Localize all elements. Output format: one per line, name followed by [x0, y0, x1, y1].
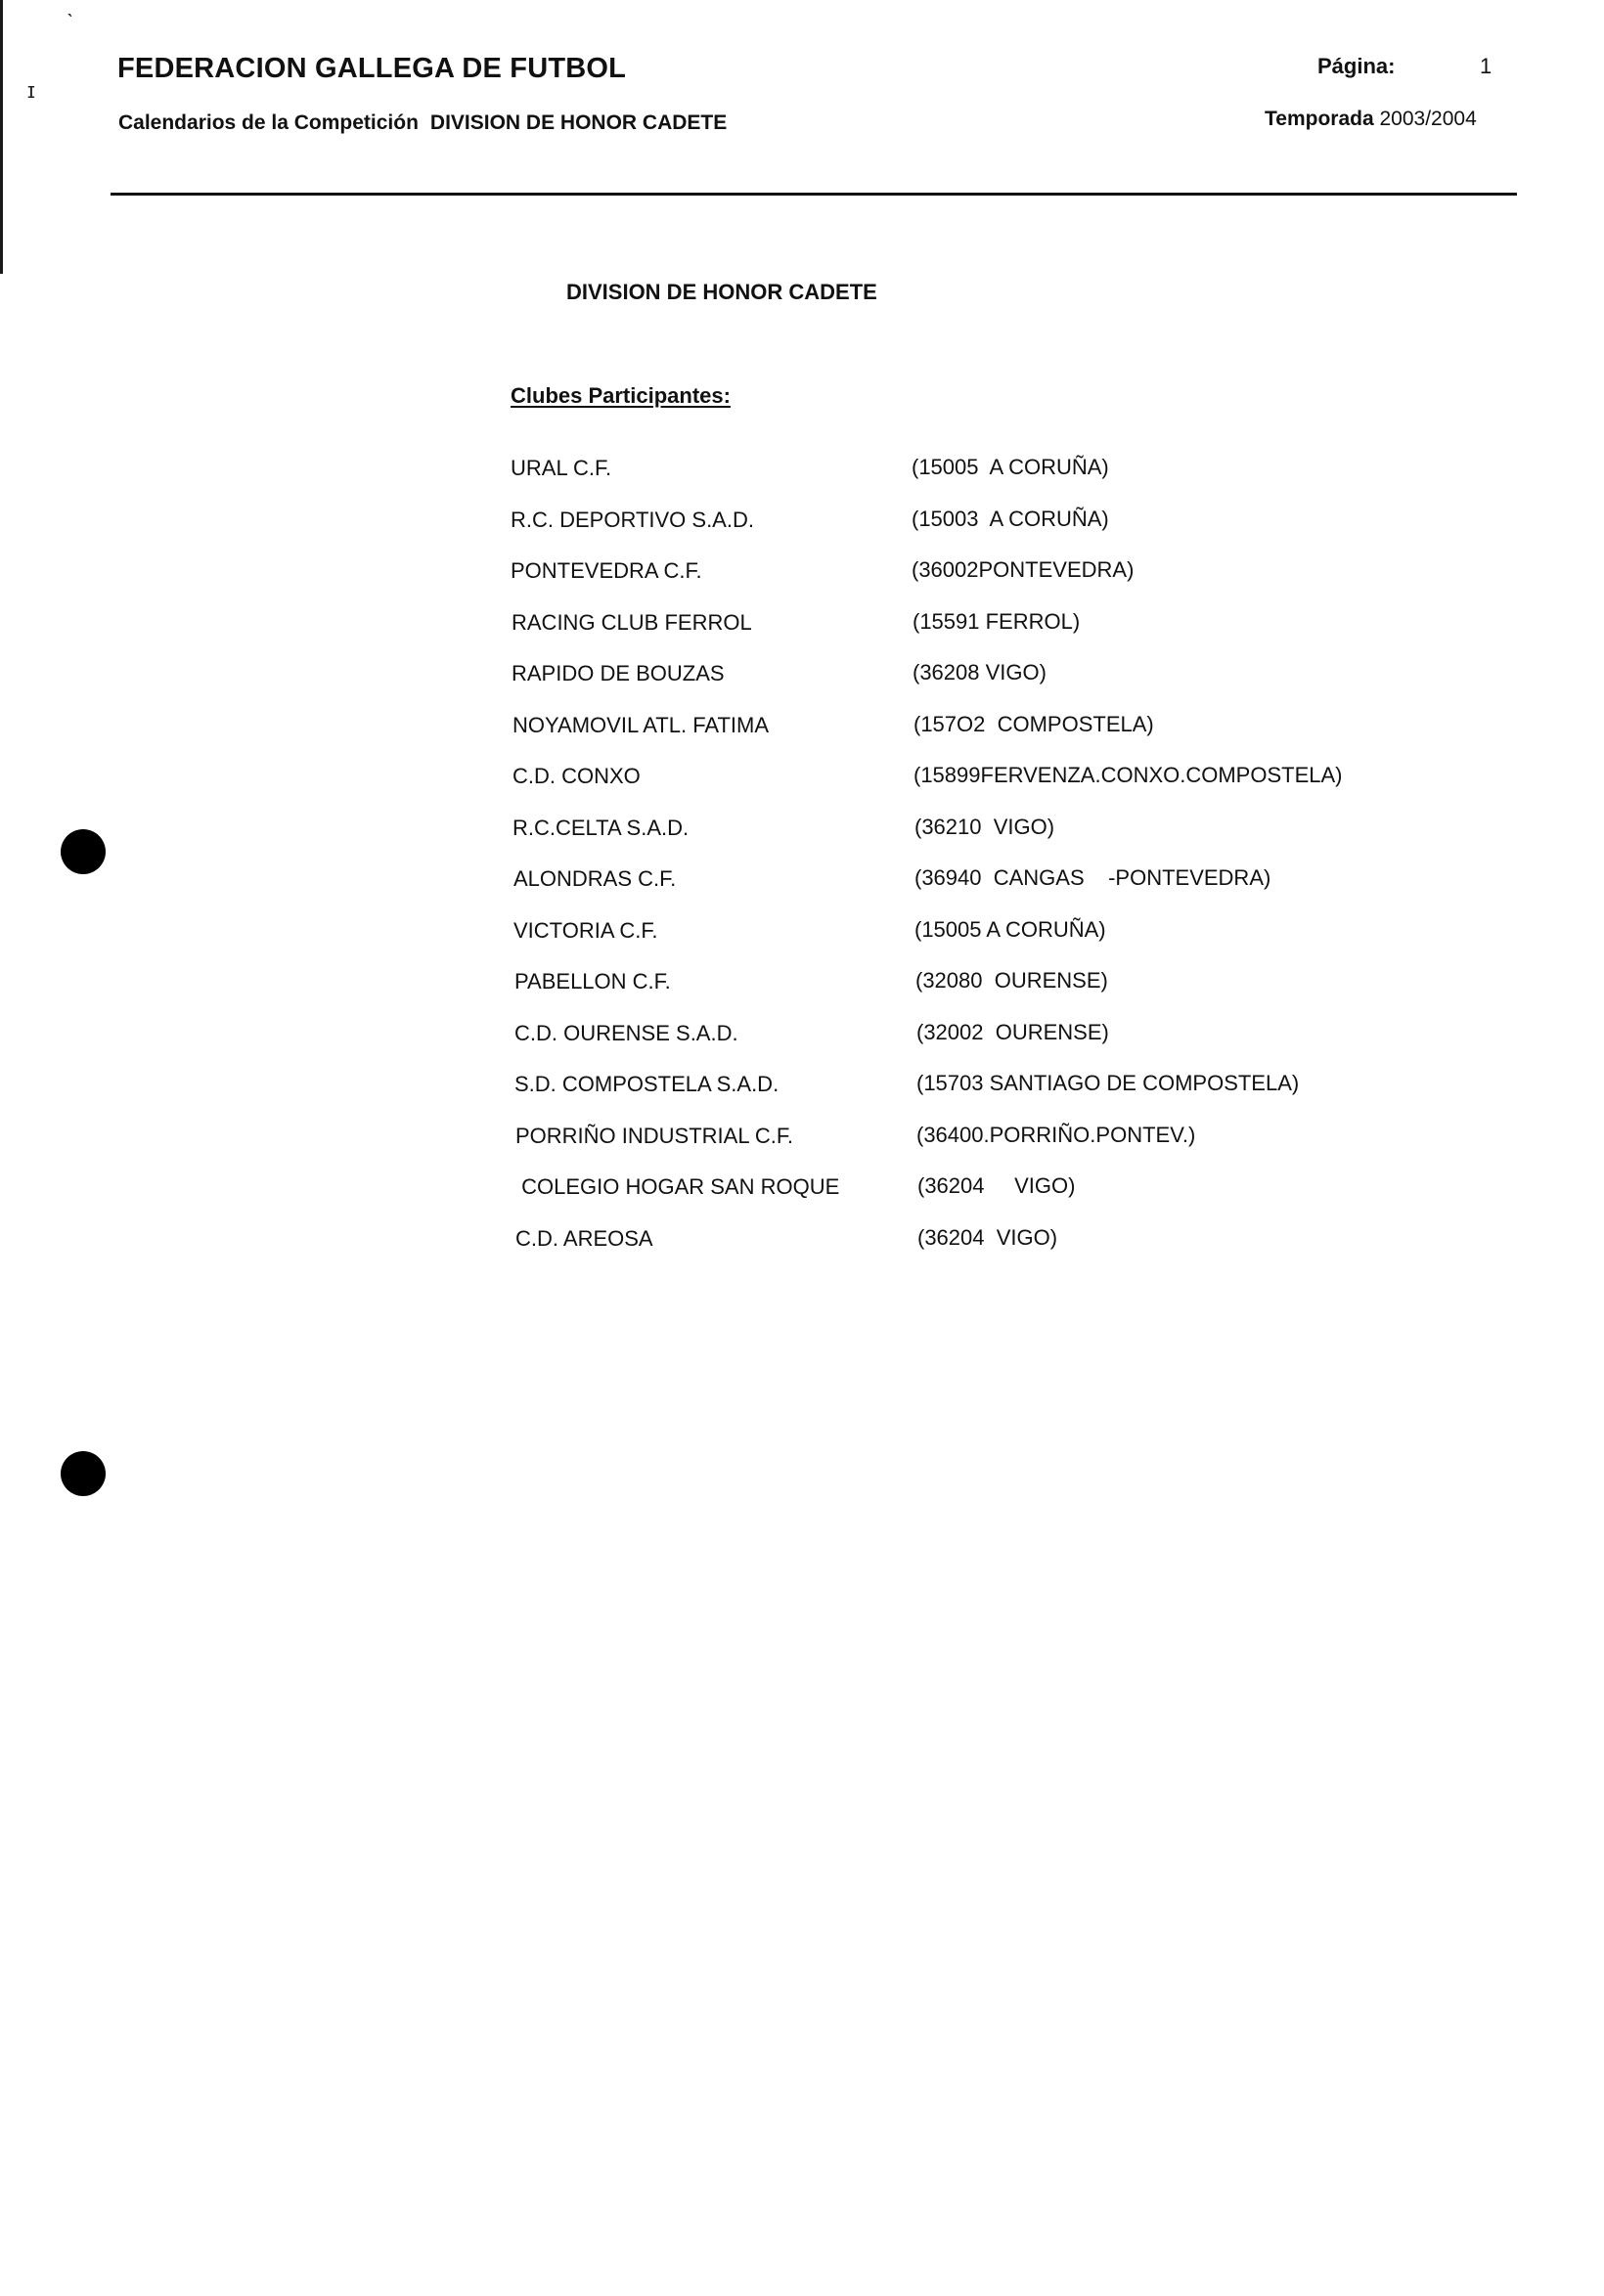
club-location: (36940 CANGAS -PONTEVEDRA) [914, 865, 1271, 890]
club-name: RACING CLUB FERROL [512, 610, 752, 635]
club-name: C.D. CONXO [512, 764, 641, 788]
club-name: NOYAMOVIL ATL. FATIMA [512, 713, 770, 737]
club-name: C.D. AREOSA [515, 1226, 653, 1251]
club-location: (15005 A CORUÑA) [914, 917, 1106, 942]
club-location: (36400.PORRIÑO.PONTEV.) [916, 1123, 1196, 1147]
scan-speck: ˋ [67, 10, 74, 34]
club-name: VICTORIA C.F. [513, 918, 658, 943]
club-name: PABELLON C.F. [514, 969, 671, 993]
section-title: DIVISION DE HONOR CADETE [566, 280, 877, 304]
federation-name: FEDERACION GALLEGA DE FUTBOL [117, 53, 627, 84]
club-location: (15899FERVENZA.CONXO.COMPOSTELA) [913, 763, 1343, 787]
club-location: (15003 A CORUÑA) [912, 507, 1109, 531]
club-name: RAPIDO DE BOUZAS [512, 661, 725, 685]
club-location: (36002PONTEVEDRA) [912, 557, 1135, 582]
club-name: R.C. DEPORTIVO S.A.D. [511, 508, 754, 532]
club-name: URAL C.F. [511, 456, 612, 480]
clubs-heading: Clubes Participantes: [511, 383, 731, 408]
page-label: Página: [1317, 54, 1396, 78]
competition-name: DIVISION DE HONOR CADETE [429, 111, 728, 134]
punch-hole [61, 1451, 106, 1496]
club-location: (36204 VIGO) [917, 1173, 1076, 1198]
club-name: COLEGIO HOGAR SAN ROQUE [515, 1174, 840, 1199]
club-location: (15591 FERROL) [913, 609, 1081, 634]
club-name: R.C.CELTA S.A.D. [512, 816, 690, 840]
season-value: 2003/2004 [1379, 108, 1477, 130]
club-location: (32080 OURENSE) [915, 968, 1108, 993]
club-location: (15703 SANTIAGO DE COMPOSTELA) [916, 1071, 1300, 1095]
club-location: (32002 OURENSE) [916, 1020, 1109, 1044]
club-name: PORRIÑO INDUSTRIAL C.F. [515, 1124, 793, 1148]
club-location: (36204 VIGO) [917, 1225, 1058, 1250]
calendar-label: Calendarios de la Competición [118, 111, 419, 134]
season-label: Temporada [1265, 108, 1374, 130]
club-location: (36208 VIGO) [913, 660, 1047, 684]
club-location: (157O2 COMPOSTELA) [913, 712, 1154, 736]
club-location: (36210 VIGO) [914, 815, 1055, 839]
page-number: 1 [1480, 54, 1493, 78]
club-name: PONTEVEDRA C.F. [511, 558, 702, 583]
club-name: C.D. OURENSE S.A.D. [514, 1021, 738, 1045]
club-name: S.D. COMPOSTELA S.A.D. [514, 1072, 780, 1096]
club-name: ALONDRAS C.F. [513, 866, 677, 891]
scan-speck: ɪ [27, 78, 35, 103]
club-location: (15005 A CORUÑA) [912, 455, 1109, 479]
